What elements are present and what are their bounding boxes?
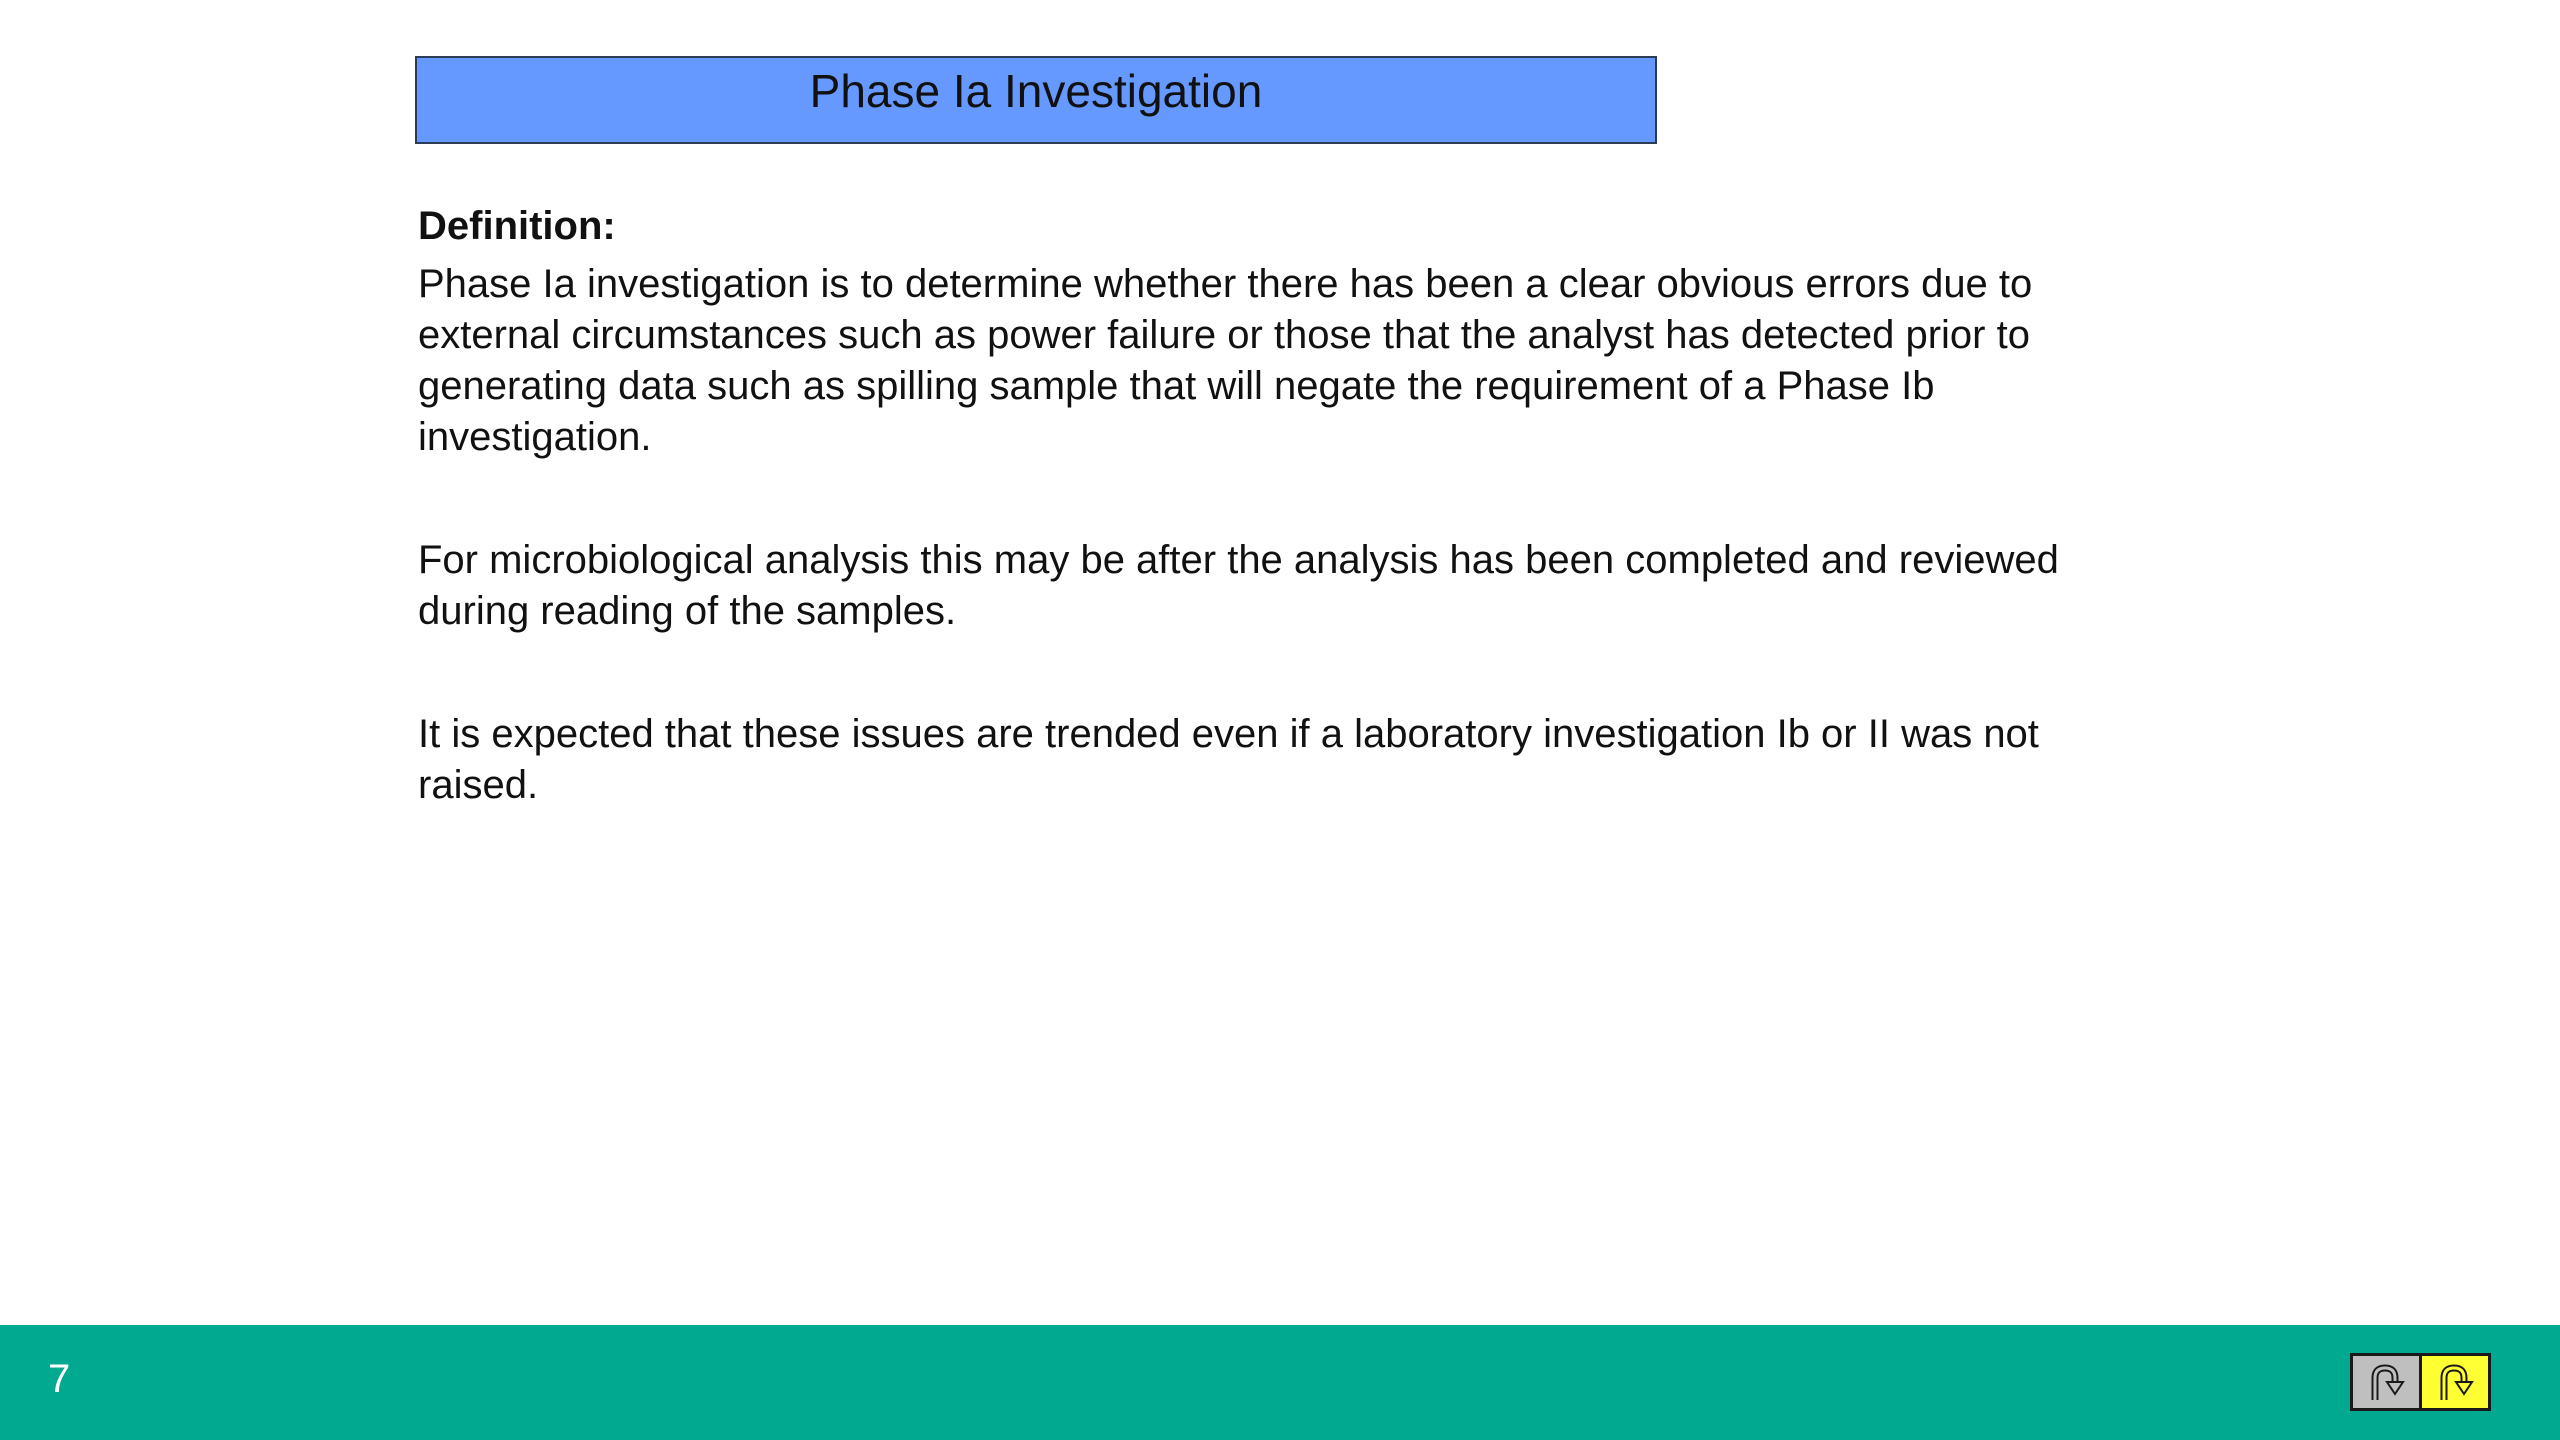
return-button[interactable] [2422, 1356, 2488, 1408]
page-number: 7 [48, 1357, 71, 1401]
title-box [415, 56, 1657, 144]
slide-content [418, 197, 2118, 811]
u-turn-arrow-icon [2363, 1360, 2409, 1404]
back-button[interactable] [2353, 1356, 2422, 1408]
paragraph-definition: Phase Ia investigation is to determine whether there has been a clear obvious errors due to external circumstances such as power failure or those that the analyst has detected prior to generating data such as spilling sample that will negate the requirement of a Phase Ib investigation. [418, 262, 2033, 459]
nav-button-group [2350, 1353, 2491, 1411]
paragraph-microbiological: For microbiological analysis this may be after the analysis has been completed and reviewed during reading of the samples. [418, 538, 2059, 633]
slide-title: Phase Ia Investigation [809, 65, 1263, 117]
footer-bar [0, 1325, 2560, 1440]
paragraph-trending: It is expected that these issues are trended even if a laboratory investigation Ib or II was not raised. [418, 712, 2039, 807]
u-turn-arrow-icon [2432, 1360, 2478, 1404]
definition-heading: Definition: [418, 204, 616, 248]
